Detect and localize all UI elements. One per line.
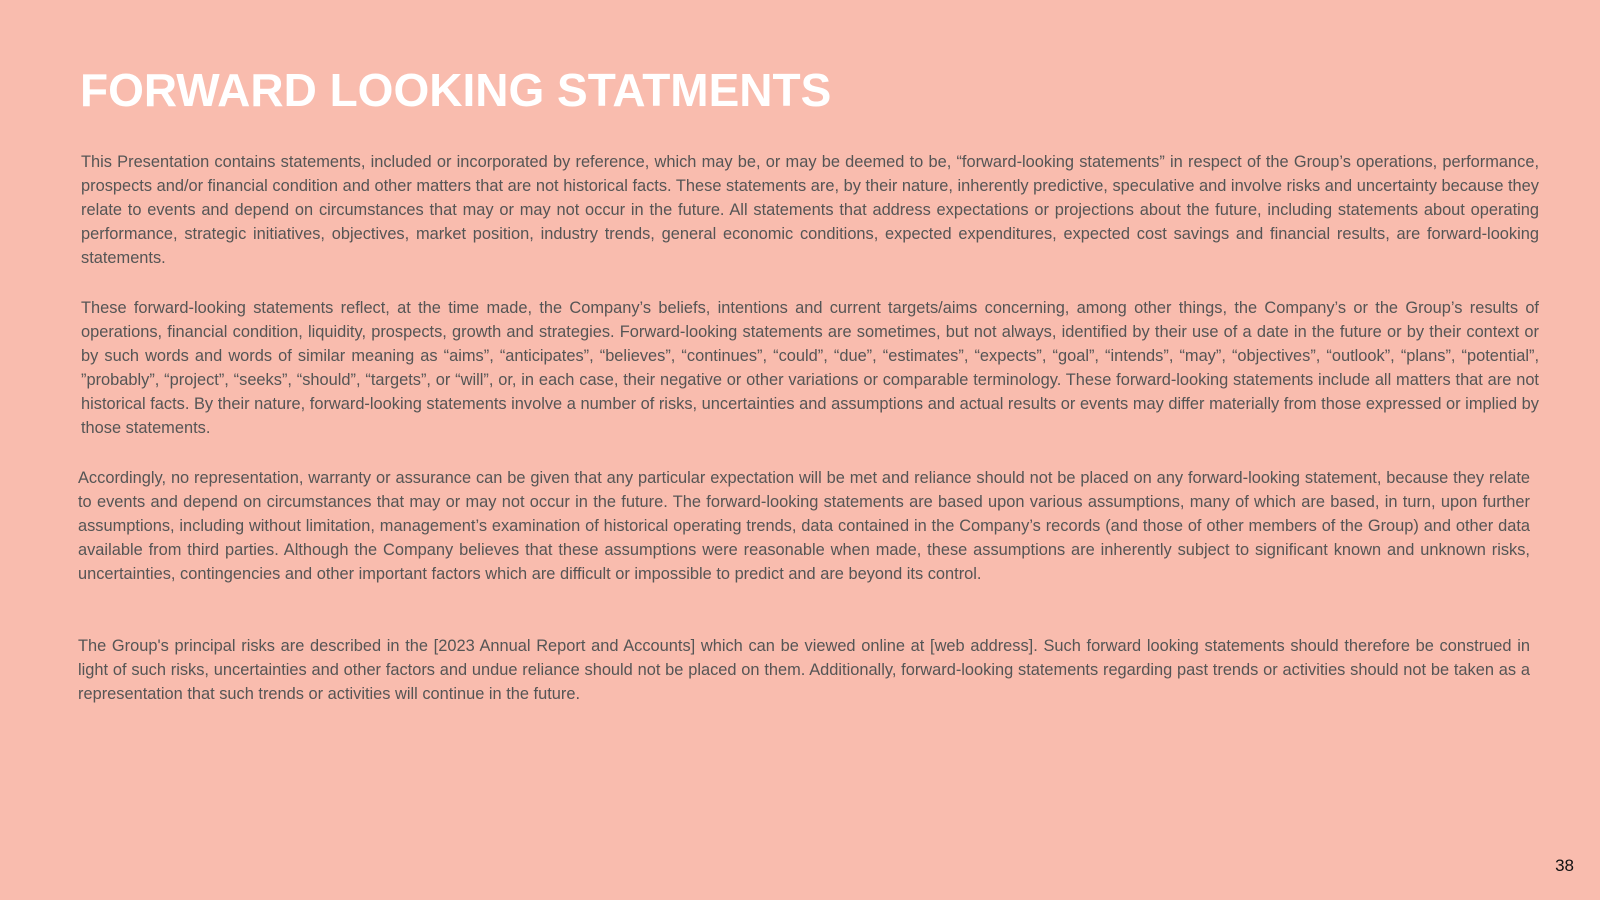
page-number: 38: [1555, 856, 1574, 875]
paragraph-forward-looking-beliefs: These forward-looking statements reflect, at the time made, the Company’s beliefs, intentions and current targets/aims concerning, among other things, the Company’s or the Group’s results of operations, financial condition, liquidity, prospects, growth and strategies. Forward-looking statements are sometimes, but not always, identified by their use of a date in the future or by their context or by such words and words of similar meaning as “aims”, “anticipates”, “believes”, “continues”, “could”, “due”, “estimates”, “expects”, “goal”, “intends”, “may”, “objectives”, “outlook”, “plans”, “potential”, ”probably”, “project”, “seeks”, “should”, “targets”, or “will”, or, in each case, their negative or other variations or comparable terminology. These forward-looking statements include all matters that are not historical facts. By their nature, forward-looking statements involve a number of risks, uncertainties and assumptions and actual results or events may differ materially from those expressed or implied by those statements.: [81, 299, 1539, 437]
slide-title: FORWARD LOOKING STATMENTS: [80, 64, 832, 116]
paragraph-principal-risks: The Group's principal risks are described in the [2023 Annual Report and Accounts] which can be viewed online at [web address]. Such forward looking statements should therefore be construed in light of such risks, uncertainties and other factors and undue reliance should not be placed on them. Additionally, forward-looking statements regarding past trends or activities should not be taken as a representation that such trends or activities will continue in the future.: [78, 637, 1530, 703]
paragraph-no-representation: Accordingly, no representation, warranty or assurance can be given that any particular expectation will be met and reliance should not be placed on any forward-looking statement, because they relate to events and depend on circumstances that may or may not occur in the future. The forward-looking statements are based upon various assumptions, many of which are based, in turn, upon further assumptions, including without limitation, management’s examination of historical operating trends, data contained in the Company’s records (and those of other members of the Group) and other data available from third parties. Although the Company believes that these assumptions were reasonable when made, these assumptions are inherently subject to significant known and unknown risks, uncertainties, contingencies and other important factors which are difficult or impossible to predict and are beyond its control.: [78, 469, 1530, 583]
paragraph-forward-looking-intro: This Presentation contains statements, included or incorporated by reference, which may be, or may be deemed to be, “forward-looking statements” in respect of the Group’s operations, performance, prospects and/or financial condition and other matters that are not historical facts. These statements are, by their nature, inherently predictive, speculative and involve risks and uncertainty because they relate to events and depend on circumstances that may or may not occur in the future. All statements that address expectations or projections about the future, including statements about operating performance, strategic initiatives, objectives, market position, industry trends, general economic conditions, expected expenditures, expected cost savings and financial results, are forward-looking statements.: [81, 153, 1539, 267]
